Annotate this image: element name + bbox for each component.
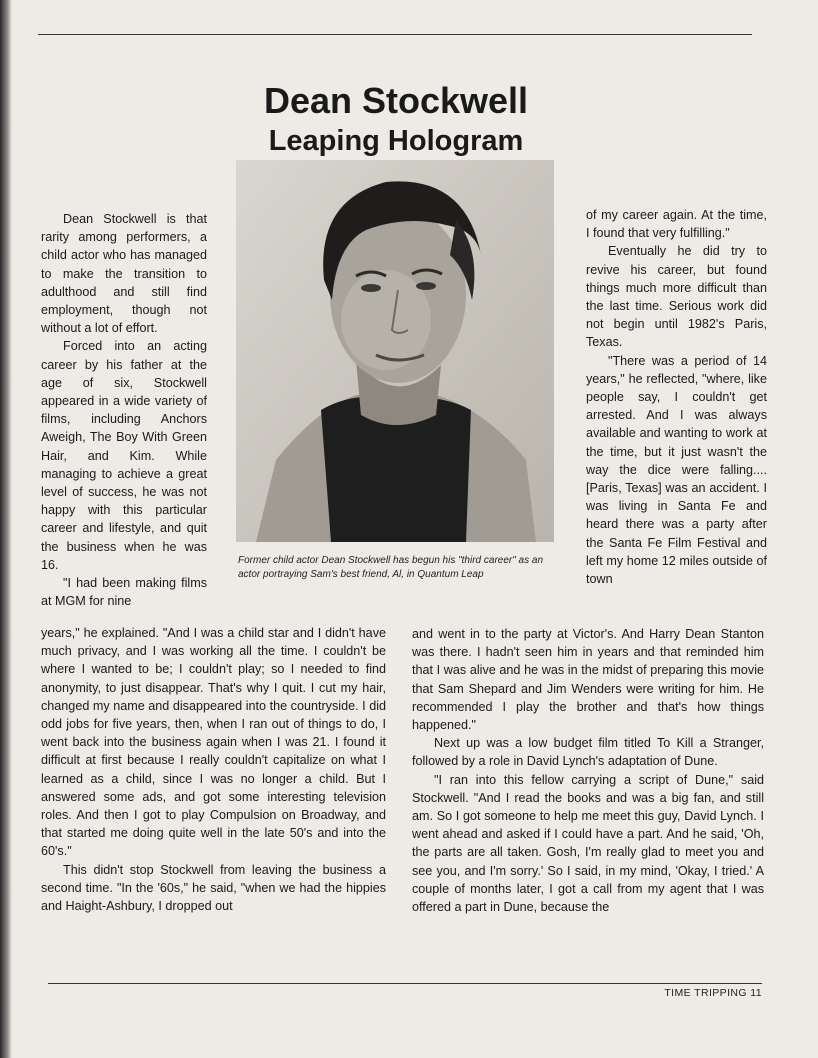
top-rule [38,34,752,35]
paragraph: This didn't stop Stockwell from leaving the business a second time. "In the '60s," he said, "when we had the hippies and Haight-Ashbury, I dropped out [41,862,386,914]
paragraph: "I had been making films at MGM for nine [41,576,207,609]
page-number: 11 [750,987,762,999]
left-column-top [41,210,207,610]
left-column-bottom [41,624,386,915]
paragraph: "There was a period of 14 years," he reflected, "where, like people say, I couldn't get arrested. And I was always available and wanting to work at the time, but it just wasn't the way the dice were falling.... [Paris, Texas] was an accident. I was living in Santa Fe and heard there was a party after the Santa Fe Film Festival and left my home 12 miles outside of town [586,353,767,587]
book-spine-shadow [0,0,12,1058]
paragraph: Eventually he did try to revive his career, but found things much more difficult than the last time. Serious work did not begin until 1982's Paris, Texas. [586,244,767,350]
paragraph: Forced into an acting career by his father at the age of six, Stockwell appeared in a wide variety of films, including Anchors Aweigh, The Boy With Green Hair, and Kim. While managing to achieve a great level of success, he was not happy with this particular career and lifestyle, and quit the business when he was 16. [41,339,207,572]
right-column-top [586,206,767,588]
paragraph: and went in to the party at Victor's. And Harry Dean Stanton was there. I hadn't seen him in years and that reminded him that I was alive and he was in the midst of preparing this movie that Sam Shepard and Jim Wenders were writing for him. He recommended I play the brother and that's how things happened." [412,627,764,733]
paragraph: Next up was a low budget film titled To Kill a Stranger, followed by a role in David Lynch's adaptation of Dune. [412,736,764,769]
portrait-photo [236,160,554,542]
right-column-bottom [412,625,764,916]
paragraph: years," he explained. "And I was a child star and I didn't have much privacy, and I was working all the time. I couldn't be where I wanted to be; I couldn't play; so I needed to find anonymity, to just disappear. That's why I quit. I cut my hair, changed my name and disappeared into the countryside. I did odd jobs for five years, then, when I ran out of things to do, I went back into the business again when I was 21. I found it difficult at first because I really couldn't capitalize on what I learned as a child, since I was no longer a child. But I answered some ads, and got some interesting television roles. And then I got to play Compulsion on Broadway, and that started me doing quite well in the late 50's and into the 60's." [41,626,386,859]
paragraph: Dean Stockwell is that rarity among performers, a child actor who has managed to make the transition to adulthood and still find employment, though not without a lot of effort. [41,212,207,336]
article-title: Dean Stockwell [263,80,529,122]
photo-caption: Former child actor Dean Stockwell has begun his "third career" as an actor portraying Sam's best friend, Al, in Quantum Leap [238,555,544,580]
paragraph: "I ran into this fellow carrying a script of Dune," said Stockwell. "And I read the books and was a big fan, and still am. So I got someone to help me meet this guy, David Lynch. I went ahead and asked if I could have a part. And he said, 'Oh, the parts are all taken. Gosh, I'm really glad to meet you and see you, and I'm sorry.' So I said, in my mind, 'Okay, I tried.' A couple of months later, I got a call from my agent that I was offered a part in Dune, because the [412,772,764,915]
paragraph: of my career again. At the time, I found that very fulfilling." [586,208,767,241]
article-subtitle: Leaping Hologram [268,125,524,158]
page-footer [664,987,762,999]
section-name: TIME TRIPPING [664,987,747,999]
bottom-rule [48,983,762,984]
